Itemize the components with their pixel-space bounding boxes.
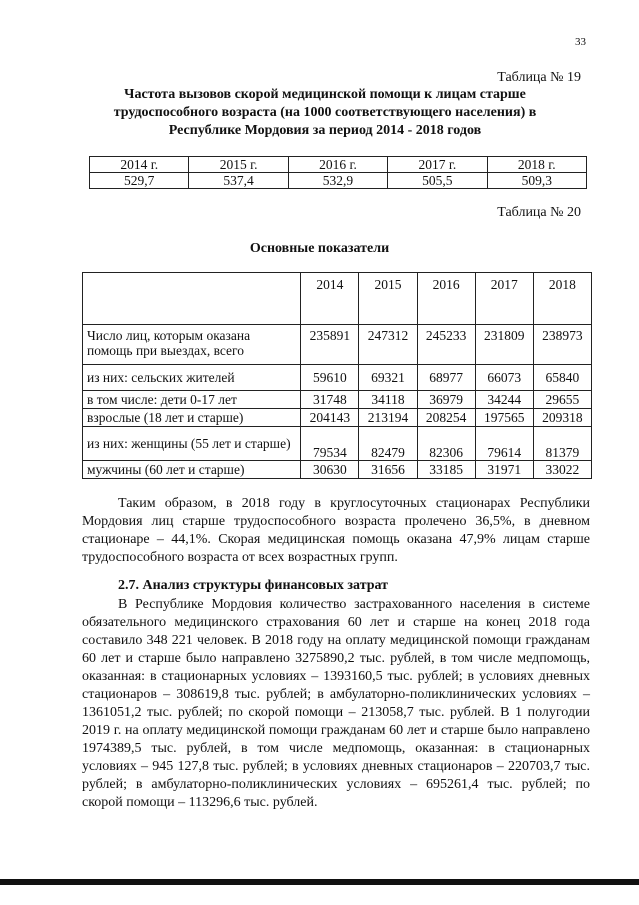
value-cell: 33185 bbox=[417, 461, 475, 479]
page-number: 33 bbox=[575, 36, 586, 48]
value-cell: 33022 bbox=[533, 461, 591, 479]
row-label: мужчины (60 лет и старше) bbox=[83, 461, 301, 479]
value-cell: 245233 bbox=[417, 325, 475, 365]
value-cell: 197565 bbox=[475, 409, 533, 427]
value-cell: 82306 bbox=[417, 427, 475, 461]
value-cell: 79614 bbox=[475, 427, 533, 461]
value-cell: 68977 bbox=[417, 365, 475, 391]
value-cell: 505,5 bbox=[388, 173, 487, 189]
value-cell: 81379 bbox=[533, 427, 591, 461]
value-cell: 31971 bbox=[475, 461, 533, 479]
summary-paragraph: Таким образом, в 2018 году в круглосуточных стационарах Республики Мордовия лиц старше трудоспособного возраста пролечено 36,5%, в дневном стационаре – 44,1%. Скорая медицинская помощь оказана 47,9% лицам старше трудоспособного возраста от всех возрастных групп. bbox=[82, 496, 590, 565]
year-cell: 2017 г. bbox=[388, 157, 487, 173]
table-row bbox=[83, 427, 592, 461]
year-header: 2018 bbox=[533, 273, 591, 325]
table-row bbox=[83, 461, 592, 479]
table-19 bbox=[89, 156, 587, 189]
value-cell: 204143 bbox=[301, 409, 359, 427]
value-cell: 82479 bbox=[359, 427, 417, 461]
table-row bbox=[90, 157, 587, 173]
scan-edge-bar bbox=[0, 879, 639, 885]
value-cell: 79534 bbox=[301, 427, 359, 461]
section-heading: 2.7. Анализ структуры финансовых затрат bbox=[118, 578, 389, 593]
year-cell: 2015 г. bbox=[189, 157, 288, 173]
year-header: 2015 bbox=[359, 273, 417, 325]
table-20-caption: Таблица № 20 bbox=[497, 205, 581, 220]
value-cell: 34244 bbox=[475, 391, 533, 409]
value-cell: 31748 bbox=[301, 391, 359, 409]
value-cell: 529,7 bbox=[90, 173, 189, 189]
value-cell: 65840 bbox=[533, 365, 591, 391]
table-19-title: Частота вызовов скорой медицинской помощи к лицам старше трудоспособного возраста (на 1000 соответствующего населения) в Республике Мордовия за период 2014 - 2018 годов bbox=[113, 87, 537, 138]
financial-paragraph: В Республике Мордовия количество застрахованного населения в системе обязательного медицинского страхования 60 лет и старше на конец 2018 года составило 348 221 человек. В 2018 году на оплату медицинской помощи гражданам 60 лет и старше было направлено 3275890,2 тыс. рублей, в том числе медпомощь, оказанная: в стационарных условиях – 1393160,5 тыс. рублей; в условиях дневных стационаров – 308619,8 тыс. рублей; в амбулаторно-поликлинических условиях – 1361051,2 тыс. рублей; по скорой помощи – 213058,7 тыс. рублей. В 1 полугодии 2019 г. на оплату медицинской помощи гражданам 60 лет и старше было направлено 1974389,5 тыс. рублей, в том числе медпомощь, оказанная: в стационарных условиях – 945 127,8 тыс. рублей; в условиях дневных стационаров – 220703,7 тыс. рублей; в амбулаторно-поликлинических условиях – 695261,4 тыс. рублей; по скорой помощи – 113296,6 тыс. рублей. bbox=[82, 597, 590, 810]
value-cell: 69321 bbox=[359, 365, 417, 391]
value-cell: 238973 bbox=[533, 325, 591, 365]
value-cell: 30630 bbox=[301, 461, 359, 479]
value-cell: 34118 bbox=[359, 391, 417, 409]
table-20 bbox=[82, 272, 592, 479]
year-header: 2017 bbox=[475, 273, 533, 325]
value-cell: 208254 bbox=[417, 409, 475, 427]
value-cell: 59610 bbox=[301, 365, 359, 391]
table-row bbox=[83, 409, 592, 427]
table-row bbox=[83, 365, 592, 391]
table-header-row bbox=[83, 273, 592, 325]
empty-header-cell bbox=[83, 273, 301, 325]
table-row bbox=[83, 391, 592, 409]
row-label: из них: женщины (55 лет и старше) bbox=[83, 427, 301, 461]
value-cell: 235891 bbox=[301, 325, 359, 365]
year-cell: 2014 г. bbox=[90, 157, 189, 173]
row-label: Число лиц, которым оказана помощь при выездах, всего bbox=[83, 325, 301, 365]
value-cell: 36979 bbox=[417, 391, 475, 409]
value-cell: 509,3 bbox=[487, 173, 586, 189]
value-cell: 247312 bbox=[359, 325, 417, 365]
value-cell: 537,4 bbox=[189, 173, 288, 189]
year-cell: 2018 г. bbox=[487, 157, 586, 173]
year-cell: 2016 г. bbox=[288, 157, 387, 173]
row-label: взрослые (18 лет и старше) bbox=[83, 409, 301, 427]
value-cell: 66073 bbox=[475, 365, 533, 391]
table-row bbox=[83, 325, 592, 365]
row-label: в том числе: дети 0-17 лет bbox=[83, 391, 301, 409]
table-20-title: Основные показатели bbox=[249, 241, 390, 256]
value-cell: 213194 bbox=[359, 409, 417, 427]
year-header: 2014 bbox=[301, 273, 359, 325]
value-cell: 29655 bbox=[533, 391, 591, 409]
value-cell: 532,9 bbox=[288, 173, 387, 189]
table-19-caption: Таблица № 19 bbox=[497, 70, 581, 85]
value-cell: 231809 bbox=[475, 325, 533, 365]
value-cell: 31656 bbox=[359, 461, 417, 479]
value-cell: 209318 bbox=[533, 409, 591, 427]
row-label: из них: сельских жителей bbox=[83, 365, 301, 391]
year-header: 2016 bbox=[417, 273, 475, 325]
table-row bbox=[90, 173, 587, 189]
